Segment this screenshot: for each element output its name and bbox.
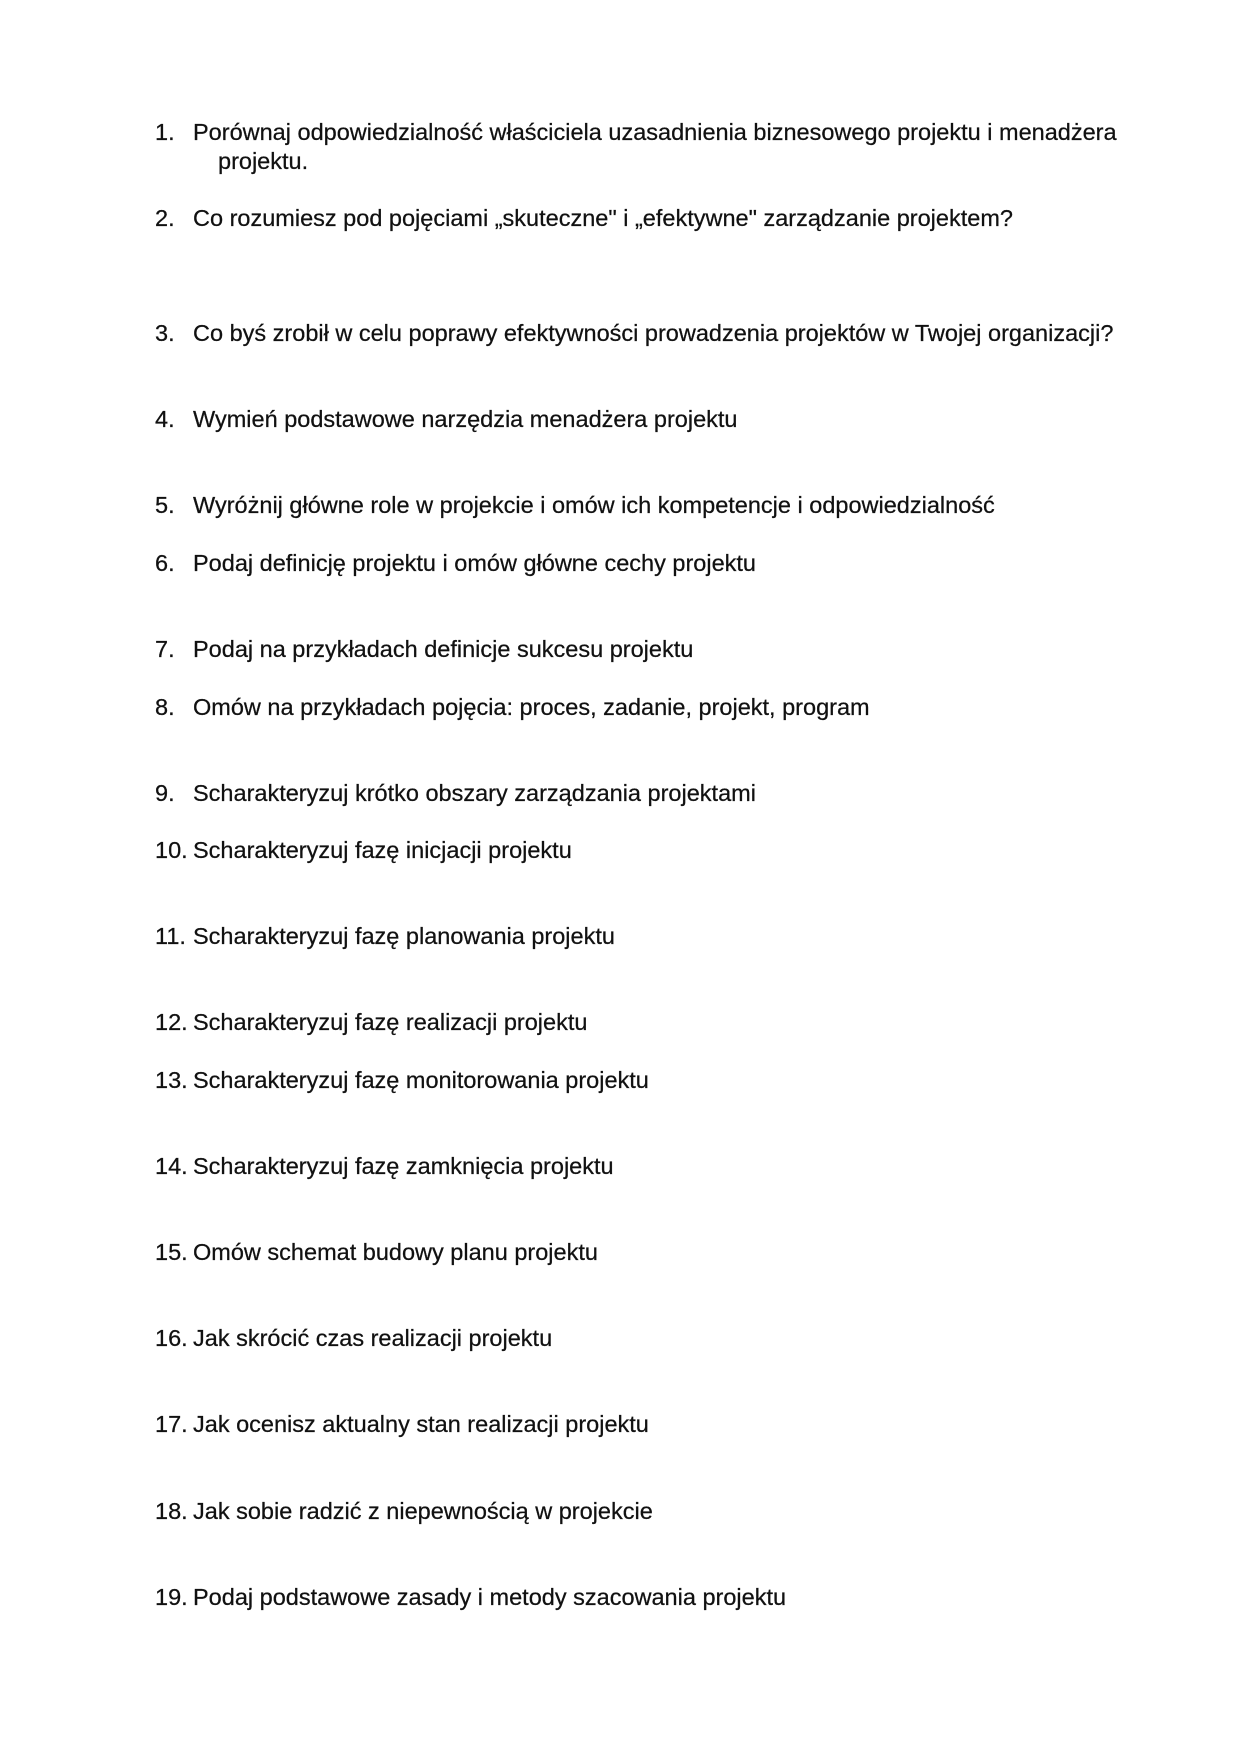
question-number: 14. xyxy=(155,1153,188,1179)
question-item xyxy=(155,1583,1125,1612)
question-number: 3. xyxy=(155,320,175,346)
question-text: Scharakteryzuj krótko obszary zarządzania projektami xyxy=(193,780,756,806)
question-item xyxy=(155,635,1125,664)
question-item xyxy=(155,1410,1125,1439)
question-item xyxy=(155,1066,1125,1095)
question-number: 1. xyxy=(155,119,175,145)
question-item xyxy=(155,693,1125,722)
question-item xyxy=(155,922,1125,951)
question-number: 18. xyxy=(155,1498,188,1524)
question-text: Wyróżnij główne role w projekcie i omów ich kompetencje i odpowiedzialność xyxy=(193,492,995,518)
question-number: 13. xyxy=(155,1067,188,1093)
question-number: 5. xyxy=(155,492,175,518)
question-text: Omów na przykładach pojęcia: proces, zadanie, projekt, program xyxy=(193,694,870,720)
question-item xyxy=(155,204,1125,233)
question-text: Podaj podstawowe zasady i metody szacowania projektu xyxy=(193,1584,787,1610)
question-item xyxy=(155,1152,1125,1181)
question-text: Omów schemat budowy planu projektu xyxy=(193,1239,598,1265)
question-item xyxy=(155,836,1125,865)
question-item xyxy=(155,491,1125,520)
question-number: 7. xyxy=(155,636,175,662)
question-text: Scharakteryzuj fazę inicjacji projektu xyxy=(193,837,572,863)
question-item xyxy=(155,549,1125,578)
question-number: 4. xyxy=(155,406,175,432)
question-text: Co byś zrobił w celu poprawy efektywności prowadzenia projektów w Twojej organizacji? xyxy=(193,320,1114,346)
question-text: Scharakteryzuj fazę monitorowania projektu xyxy=(193,1067,649,1093)
question-text: Jak sobie radzić z niepewnością w projekcie xyxy=(193,1498,653,1524)
question-number: 9. xyxy=(155,780,175,806)
question-number: 10. xyxy=(155,837,188,863)
question-text: Scharakteryzuj fazę realizacji projektu xyxy=(193,1009,588,1035)
question-number: 6. xyxy=(155,550,175,576)
question-item xyxy=(155,1324,1125,1353)
question-text: Scharakteryzuj fazę planowania projektu xyxy=(193,923,615,949)
question-text: Jak ocenisz aktualny stan realizacji projektu xyxy=(193,1411,649,1437)
question-item xyxy=(155,779,1125,808)
question-text: Scharakteryzuj fazę zamknięcia projektu xyxy=(193,1153,614,1179)
question-text: Porównaj odpowiedzialność właściciela uzasadnienia biznesowego projektu i menadżera projektu. xyxy=(193,119,1117,174)
question-number: 16. xyxy=(155,1325,188,1351)
question-text: Podaj definicję projektu i omów główne cechy projektu xyxy=(193,550,757,576)
question-text: Wymień podstawowe narzędzia menadżera projektu xyxy=(193,406,738,432)
question-item xyxy=(155,1008,1125,1037)
question-number: 17. xyxy=(155,1411,188,1437)
question-text: Co rozumiesz pod pojęciami „skuteczne" i „efektywne" zarządzanie projektem? xyxy=(193,205,1013,231)
question-number: 8. xyxy=(155,694,175,720)
question-number: 19. xyxy=(155,1584,188,1610)
question-item xyxy=(155,319,1125,348)
question-item xyxy=(155,405,1125,434)
question-item xyxy=(155,1497,1125,1526)
question-item xyxy=(155,118,1125,176)
question-text: Podaj na przykładach definicje sukcesu projektu xyxy=(193,636,694,662)
question-number: 11. xyxy=(155,923,186,949)
question-number: 15. xyxy=(155,1239,188,1265)
question-text: Jak skrócić czas realizacji projektu xyxy=(193,1325,553,1351)
question-item xyxy=(155,1238,1125,1267)
question-number: 12. xyxy=(155,1009,188,1035)
question-number: 2. xyxy=(155,205,175,231)
